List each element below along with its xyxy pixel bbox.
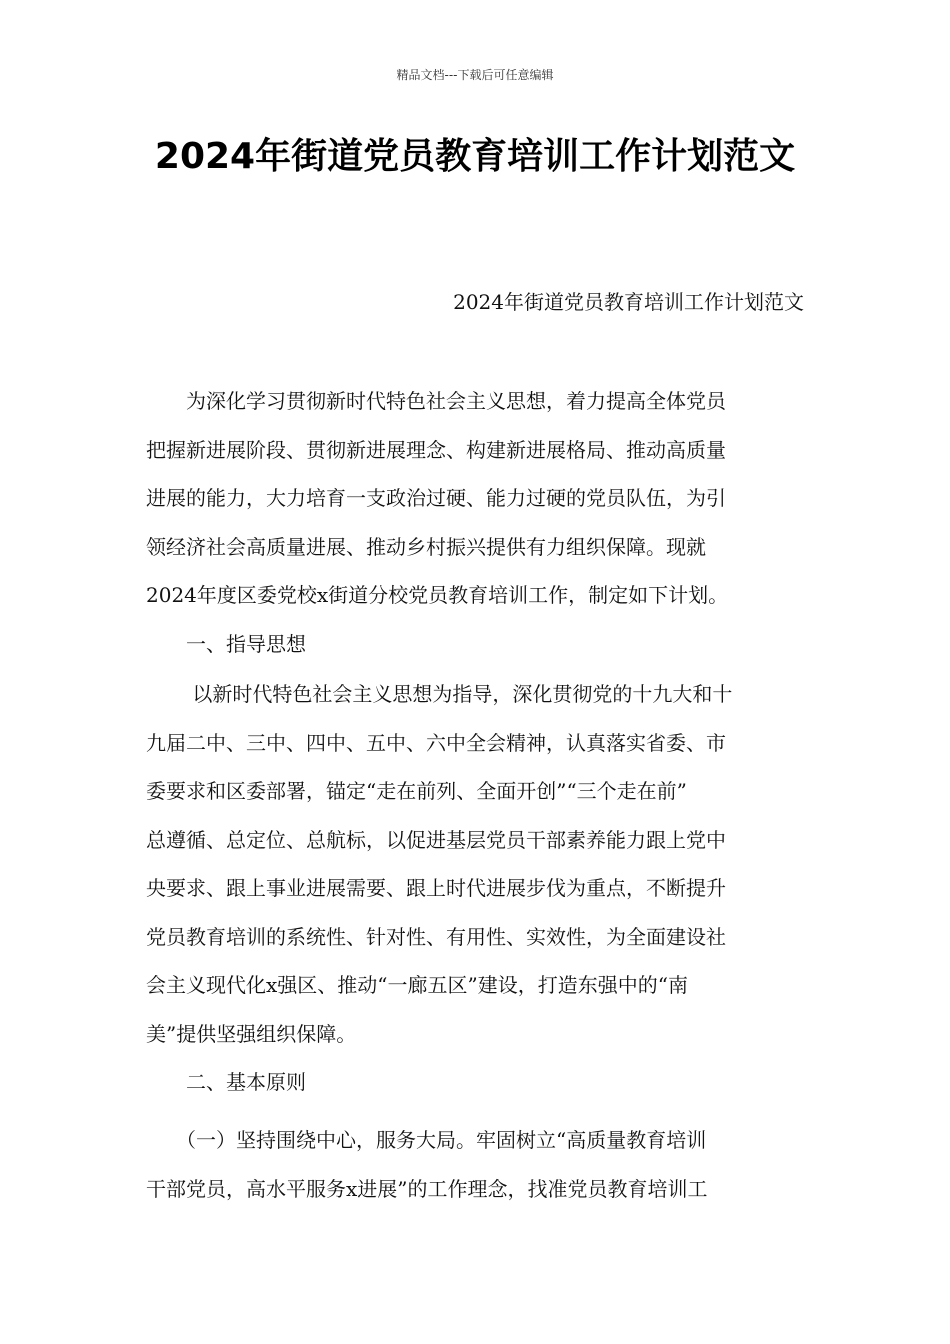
document-title: 2024年街道党员教育培训工作计划范文 [154, 136, 796, 177]
body-line: 九届二中、三中、四中、五中、六中全会精神，认真落实省委、市 [146, 730, 726, 755]
body-line: （一）坚持围绕中心，服务大局。牢固树立“高质量教育培训 [146, 1128, 707, 1152]
section-heading-basic-principles: 二、基本原则 [146, 1070, 306, 1094]
body-line: 领经济社会高质量进展、推动乡村振兴提供有力组织保障。现就 [146, 534, 706, 559]
body-line: 把握新进展阶段、贯彻新进展理念、构建新进展格局、推动高质量 [146, 437, 726, 462]
body-block-principles [146, 1116, 806, 1213]
body-line: 央要求、跟上事业进展需要、跟上时代进展步伐为重点，不断提升 [146, 876, 726, 900]
body-line: 总遵循、总定位、总航标，以促进基层党员干部素养能力跟上党中 [146, 827, 726, 852]
body-line: 2024年度区委党校x街道分校党员教育培训工作，制定如下计划。 [146, 583, 729, 607]
body-line: 会主义现代化x强区、推动“一廊五区”建设，打造东强中的“南 [146, 973, 688, 997]
section-heading-guiding-thought: 一、指导思想 [146, 631, 306, 656]
body-block-guiding-thought [146, 670, 806, 1107]
body-line: 以新时代特色社会主义思想为指导，深化贯彻党的十九大和十 [146, 682, 733, 706]
body-block-intro [146, 377, 806, 668]
body-line: 党员教育培训的系统性、针对性、有用性、实效性，为全面建设社 [146, 924, 726, 949]
header-note: 精品文档---下载后可任意编辑 [396, 68, 554, 82]
document-subtitle: 2024年街道党员教育培训工作计划范文 [453, 290, 804, 314]
body-line: 干部党员，高水平服务x进展”的工作理念，找准党员教育培训工 [146, 1176, 708, 1201]
body-line: 进展的能力，大力培育一支政治过硬、能力过硬的党员队伍，为引 [146, 486, 726, 510]
body-line: 委要求和区委部署，锚定“走在前列、全面开创”“三个走在前” [146, 779, 687, 803]
body-line: 为深化学习贯彻新时代特色社会主义思想，着力提高全体党员 [146, 389, 726, 413]
body-line: 美”提供坚强组织保障。 [146, 1021, 357, 1046]
